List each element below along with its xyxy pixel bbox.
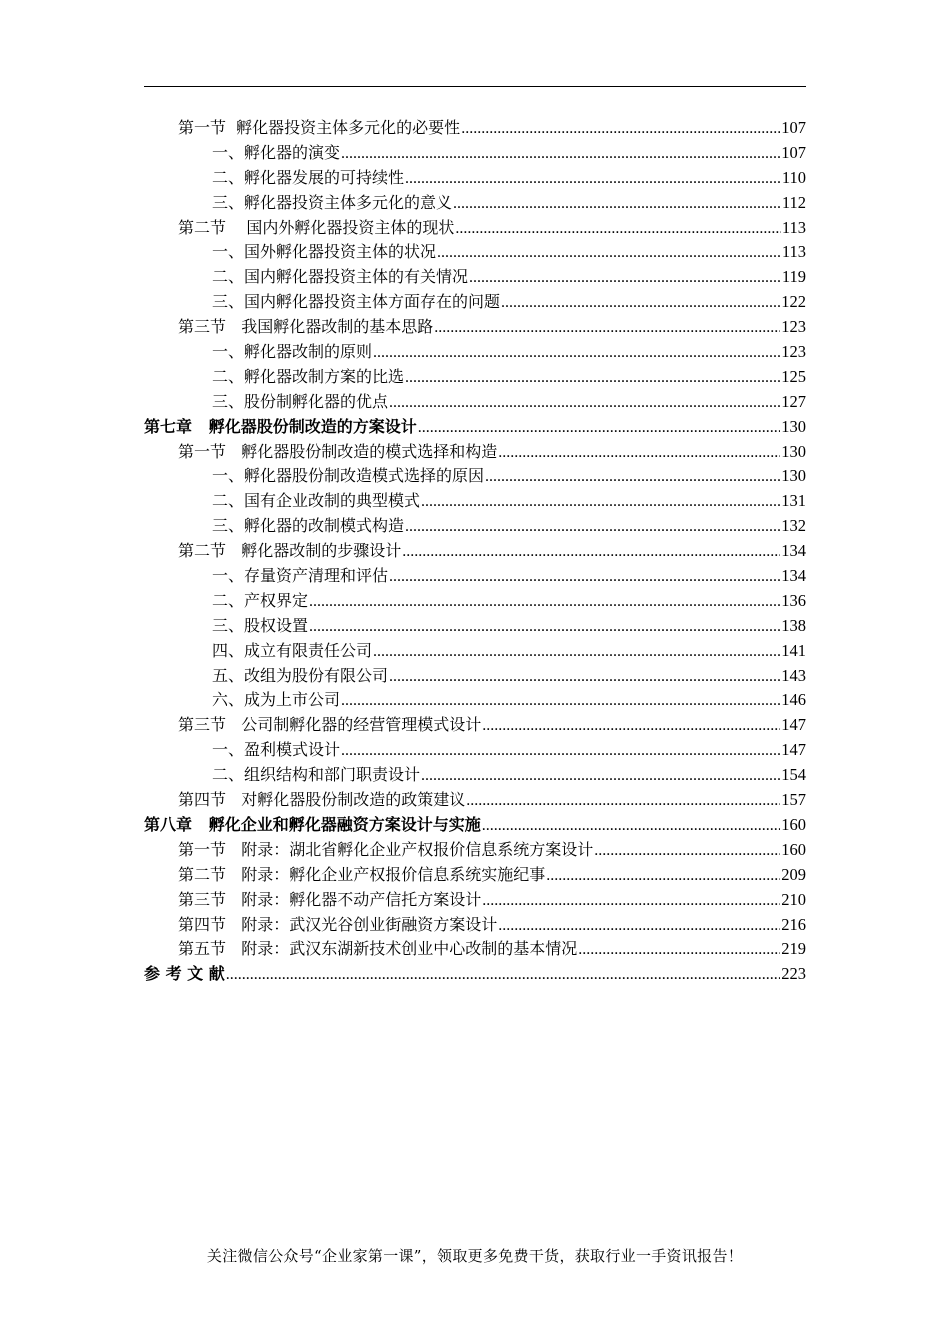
toc-page-number: 107 — [781, 118, 806, 137]
toc-entry-title: 二、组织结构和部门职责设计 — [212, 765, 421, 785]
toc-dot-leader — [309, 615, 780, 640]
toc-dot-leader — [341, 689, 780, 714]
toc-entry-title: 第八章 孵化企业和孵化器融资方案设计与实施 — [144, 814, 481, 834]
toc-page-number: 147 — [781, 715, 806, 735]
toc-page-number: 223 — [781, 964, 806, 984]
toc-dot-leader — [482, 889, 780, 914]
toc-section-entry[interactable] — [144, 315, 806, 340]
toc-dot-leader — [594, 839, 780, 864]
toc-chapter-entry[interactable] — [144, 813, 806, 838]
toc-dot-leader — [402, 540, 780, 565]
toc-entry-title: 四、成立有限责任公司 — [212, 640, 373, 660]
toc-entry-title: 二、国内孵化器投资主体的有关情况 — [212, 267, 469, 287]
toc-subsection-entry[interactable] — [144, 464, 806, 489]
toc-page-number: 123 — [781, 342, 806, 362]
toc-subsection-entry[interactable] — [144, 564, 806, 589]
toc-dot-leader — [418, 416, 781, 441]
toc-page-number: 219 — [781, 939, 806, 959]
toc-entry-title: 第三节 附录：孵化器不动产信托方案设计 — [178, 889, 482, 909]
toc-subsection-entry[interactable] — [144, 265, 806, 290]
toc-dot-leader — [421, 490, 780, 515]
toc-page-number: 141 — [781, 640, 806, 660]
toc-entry-title: 第二节 附录：孵化企业产权报价信息系统实施纪事 — [178, 864, 546, 884]
toc-page-number: 122 — [781, 292, 806, 312]
toc-entry-title: 第三节 我国孵化器改制的基本思路 — [178, 317, 434, 337]
toc-subsection-entry[interactable] — [144, 191, 806, 216]
toc-dot-leader — [501, 291, 780, 316]
toc-entry-title: 第四节 对孵化器股份制改造的政策建议 — [178, 790, 466, 810]
table-of-contents — [144, 116, 806, 987]
toc-section-entry[interactable] — [144, 863, 806, 888]
toc-section-entry[interactable] — [144, 913, 806, 938]
toc-page-number: 147 — [781, 740, 806, 760]
toc-page-number: 134 — [781, 541, 806, 561]
toc-entry-title: 第一节 孵化器投资主体多元化的必要性 — [178, 118, 461, 137]
toc-dot-leader — [453, 192, 781, 217]
toc-entry-title: 第四节 附录：武汉光谷创业街融资方案设计 — [178, 914, 498, 934]
toc-page-number: 130 — [781, 441, 806, 461]
toc-page-number: 130 — [781, 466, 806, 486]
toc-dot-leader — [389, 665, 780, 690]
toc-dot-leader — [437, 241, 781, 266]
toc-section-entry[interactable] — [144, 788, 806, 813]
toc-dot-leader — [498, 914, 780, 939]
toc-dot-leader — [309, 590, 780, 615]
toc-page-number: 131 — [781, 491, 806, 511]
toc-entry-title: 六、成为上市公司 — [212, 690, 341, 710]
toc-subsection-entry[interactable] — [144, 639, 806, 664]
toc-page-number: 110 — [781, 167, 806, 187]
toc-entry-title: 三、孵化器投资主体多元化的意义 — [212, 192, 453, 212]
toc-section-entry[interactable] — [144, 888, 806, 913]
toc-section-entry[interactable] — [144, 838, 806, 863]
toc-entry-title: 第二节 国内外孵化器投资主体的现状 — [178, 217, 455, 237]
toc-page-number: 154 — [781, 765, 806, 785]
toc-entry-title: 三、股份制孵化器的优点 — [212, 391, 389, 411]
toc-subsection-entry[interactable] — [144, 365, 806, 390]
toc-dot-leader — [434, 316, 780, 341]
toc-subsection-entry[interactable] — [144, 166, 806, 191]
toc-section-entry[interactable] — [144, 216, 806, 241]
toc-chapter-entry[interactable] — [144, 962, 806, 987]
toc-entry-title: 一、盈利模式设计 — [212, 740, 341, 760]
toc-entry-title: 一、孵化器改制的原则 — [212, 342, 373, 362]
toc-page-number: 160 — [781, 839, 806, 859]
toc-subsection-entry[interactable] — [144, 664, 806, 689]
toc-entry-title: 一、孵化器股份制改造模式选择的原因 — [212, 466, 485, 486]
toc-dot-leader — [405, 515, 780, 540]
toc-entry-title: 第一节 孵化器股份制改造的模式选择和构造 — [178, 441, 498, 461]
toc-dot-leader — [466, 789, 780, 814]
toc-page-number: 127 — [781, 391, 806, 411]
toc-entry-title: 二、产权界定 — [212, 590, 309, 610]
header-rule — [144, 86, 806, 87]
toc-entry-title: 第七章 孵化器股份制改造的方案设计 — [144, 416, 417, 436]
toc-dot-leader — [405, 167, 781, 192]
toc-dot-leader — [405, 366, 780, 391]
toc-entry-title: 第五节 附录：武汉东湖新技术创业中心改制的基本情况 — [178, 939, 578, 959]
toc-subsection-entry[interactable] — [144, 589, 806, 614]
footer-promo-text: 关注微信公众号“企业家第一课”，领取更多免费干货，获取行业一手资讯报告！ — [206, 1247, 744, 1265]
toc-dot-leader — [373, 640, 780, 665]
toc-page-number: 134 — [781, 566, 806, 586]
toc-subsection-entry[interactable] — [144, 763, 806, 788]
toc-page-number: 146 — [781, 690, 806, 710]
toc-entry-title: 三、股权设置 — [212, 615, 309, 635]
toc-subsection-entry[interactable] — [144, 688, 806, 713]
toc-page-number: 125 — [781, 366, 806, 386]
toc-dot-leader — [485, 465, 780, 490]
toc-page-number: 130 — [781, 416, 806, 436]
toc-dot-leader — [455, 217, 781, 242]
toc-section-entry[interactable] — [144, 713, 806, 738]
toc-section-entry[interactable] — [144, 937, 806, 962]
toc-subsection-entry[interactable] — [144, 290, 806, 315]
toc-entry-title: 一、孵化器的演变 — [212, 142, 341, 162]
toc-dot-leader — [341, 739, 780, 764]
toc-dot-leader — [482, 714, 780, 739]
toc-chapter-entry[interactable] — [144, 415, 806, 440]
toc-entry-title: 第二节 孵化器改制的步骤设计 — [178, 541, 402, 561]
toc-dot-leader — [389, 565, 780, 590]
toc-dot-leader — [469, 266, 781, 291]
toc-entry-title: 第一节 附录：湖北省孵化企业产权报价信息系统方案设计 — [178, 839, 594, 859]
toc-entry-title: 二、孵化器改制方案的比选 — [212, 366, 405, 386]
toc-dot-leader — [341, 142, 780, 167]
toc-dot-leader — [498, 441, 780, 466]
toc-subsection-entry[interactable] — [144, 390, 806, 415]
toc-subsection-entry[interactable] — [144, 738, 806, 763]
toc-page-number: 107 — [781, 142, 806, 162]
toc-page-number: 157 — [781, 790, 806, 810]
toc-page-number: 113 — [781, 217, 806, 237]
toc-dot-leader — [389, 391, 780, 416]
toc-subsection-entry[interactable] — [144, 514, 806, 539]
toc-dot-leader — [482, 814, 781, 839]
toc-entry-title: 参 考 文 献 — [144, 964, 225, 984]
toc-entry-title: 二、国有企业改制的典型模式 — [212, 491, 421, 511]
toc-page-number: 210 — [781, 889, 806, 909]
toc-subsection-entry[interactable] — [144, 141, 806, 166]
toc-page-number: 216 — [781, 914, 806, 934]
toc-dot-leader — [421, 764, 780, 789]
toc-page-number: 160 — [781, 814, 806, 834]
toc-page-number: 136 — [781, 590, 806, 610]
toc-subsection-entry[interactable] — [144, 489, 806, 514]
toc-entry-title: 三、孵化器的改制模式构造 — [212, 516, 405, 536]
toc-entry-title: 第三节 公司制孵化器的经营管理模式设计 — [178, 715, 482, 735]
toc-section-entry[interactable] — [144, 539, 806, 564]
toc-subsection-entry[interactable] — [144, 240, 806, 265]
toc-dot-leader — [578, 938, 780, 963]
toc-dot-leader — [226, 963, 781, 988]
toc-dot-leader — [461, 117, 780, 142]
toc-entry-title: 二、孵化器发展的可持续性 — [212, 167, 405, 187]
toc-entry-title: 三、国内孵化器投资主体方面存在的问题 — [212, 292, 501, 312]
toc-entry-title: 五、改组为股份有限公司 — [212, 665, 389, 685]
toc-dot-leader — [546, 864, 780, 889]
toc-page-number: 138 — [781, 615, 806, 635]
toc-entry-title: 一、存量资产清理和评估 — [212, 566, 389, 586]
toc-page-number: 112 — [781, 192, 806, 212]
toc-dot-leader — [373, 341, 780, 366]
toc-subsection-entry[interactable] — [144, 340, 806, 365]
toc-entry-title: 一、国外孵化器投资主体的状况 — [212, 242, 437, 262]
toc-page-number: 119 — [781, 267, 806, 287]
toc-section-entry[interactable] — [144, 116, 806, 141]
toc-page-number: 123 — [781, 317, 806, 337]
toc-page-number: 113 — [781, 242, 806, 262]
toc-page-number: 143 — [781, 665, 806, 685]
toc-subsection-entry[interactable] — [144, 614, 806, 639]
toc-section-entry[interactable] — [144, 440, 806, 465]
toc-page-number: 209 — [781, 864, 806, 884]
toc-page-number: 132 — [781, 516, 806, 536]
